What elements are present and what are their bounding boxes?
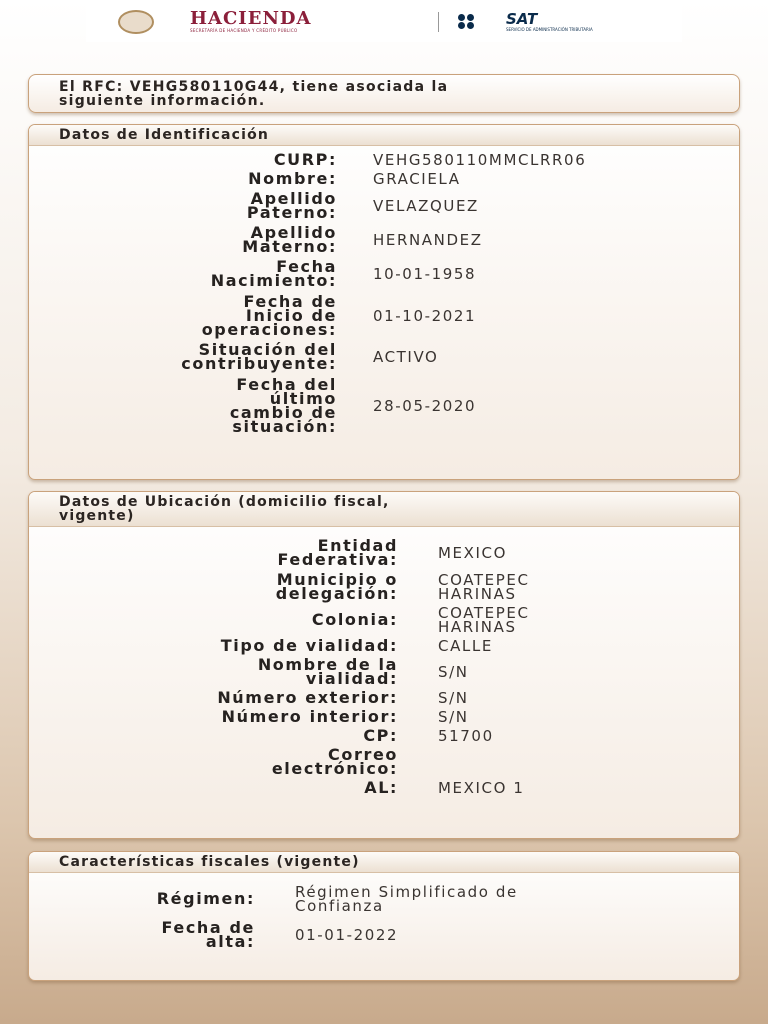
field-value: [438, 691, 469, 705]
field-label-line: Colonia:: [311, 610, 398, 629]
field-label-line: Fecha del: [236, 375, 337, 394]
field-value-line: S/N: [438, 663, 469, 681]
field-label-line: operaciones:: [201, 320, 337, 339]
coat-of-arms-icon: [118, 10, 154, 34]
field-value-line: Confianza: [295, 897, 384, 915]
field-label-line: Nombre de la: [257, 655, 398, 674]
field-label-line: Apellido: [250, 223, 337, 242]
field-label-line: Tipo de vialidad:: [220, 636, 398, 655]
field-label: [29, 655, 398, 688]
field-row: [29, 169, 739, 188]
field-label-line: Entidad: [317, 536, 398, 555]
field-label: [29, 918, 255, 951]
field-label: [29, 375, 337, 436]
field-value-line: Régimen Simplificado de: [295, 883, 518, 901]
field-value: [373, 199, 479, 213]
field-label-line: Inicio de: [245, 306, 337, 325]
sat-logo-icon: [458, 14, 498, 30]
field-label: [29, 636, 398, 655]
rfc-intro-box: [28, 74, 740, 113]
field-value: [295, 928, 398, 942]
field-value: [373, 309, 476, 323]
field-row: [29, 778, 739, 797]
field-label: [29, 536, 398, 569]
field-label-line: Fecha: [276, 257, 337, 276]
sat-logo-subtitle: SERVICIO DE ADMINISTRACIÓN TRIBUTARIA: [506, 27, 593, 32]
field-row: [29, 707, 739, 726]
field-label: [29, 778, 398, 797]
header-banner: [86, 0, 682, 42]
field-label: [29, 889, 255, 908]
field-value-line: VELAZQUEZ: [373, 197, 479, 215]
field-row: [29, 885, 739, 913]
field-label-line: vialidad:: [305, 669, 398, 688]
field-value-line: GRACIELA: [373, 170, 461, 188]
field-row: [29, 606, 739, 634]
field-value-line: COATEPEC: [438, 571, 530, 589]
field-label-line: Régimen:: [156, 889, 255, 908]
field-label-line: Apellido: [250, 189, 337, 208]
field-label-line: cambio de: [229, 403, 337, 422]
field-label-line: CURP:: [273, 150, 337, 169]
field-row: [29, 257, 739, 290]
field-label-line: situación:: [232, 417, 337, 436]
field-value: [438, 606, 530, 634]
field-value: [373, 267, 476, 281]
identification-section: [28, 124, 740, 480]
field-value-line: 28-05-2020: [373, 397, 477, 415]
field-label: [29, 340, 337, 373]
field-row: [29, 636, 739, 655]
field-row: [29, 726, 739, 745]
identification-rows: [29, 146, 739, 440]
field-value-line: MEXICO: [438, 544, 507, 562]
field-label-line: Materno:: [242, 237, 337, 256]
field-label-line: Municipio o: [276, 570, 398, 589]
field-label-line: Nombre:: [248, 169, 337, 188]
field-label-line: AL:: [364, 778, 398, 797]
field-label-line: Fecha de: [161, 918, 255, 937]
field-value-line: S/N: [438, 708, 469, 726]
rfc-intro-text: El RFC: VEHG580110G44, tiene asociada la siguiente información.: [59, 79, 449, 109]
field-label-line: contribuyente:: [181, 354, 337, 373]
field-value-line: CALLE: [438, 637, 493, 655]
field-value-line: S/N: [438, 689, 469, 707]
field-label-line: Número interior:: [221, 707, 398, 726]
field-value: [373, 399, 476, 413]
fiscal-rows: [29, 873, 739, 955]
field-label: [29, 292, 337, 339]
field-value-line: HERNANDEZ: [373, 231, 483, 249]
field-label: [29, 745, 398, 778]
hacienda-logo-subtitle: SECRETARÍA DE HACIENDA Y CRÉDITO PÚBLICO: [190, 28, 298, 33]
field-value: [438, 781, 525, 795]
field-label: [29, 726, 398, 745]
field-label-line: Número exterior:: [217, 688, 398, 707]
field-value-line: 51700: [438, 727, 494, 745]
field-value: [373, 350, 438, 364]
field-row: [29, 536, 739, 569]
field-label-line: alta:: [205, 932, 255, 951]
field-value-line: HARINAS: [438, 618, 517, 636]
field-value-line: MEXICO 1: [438, 779, 525, 797]
field-row: [29, 150, 739, 169]
field-row: [29, 745, 739, 778]
header-divider: [438, 12, 439, 32]
field-label-line: electrónico:: [271, 759, 398, 778]
field-row: [29, 918, 739, 951]
field-label: [29, 688, 398, 707]
sat-logo-title: SAT: [506, 10, 538, 28]
field-value: [373, 233, 483, 247]
field-value-line: 01-01-2022: [295, 926, 399, 944]
field-value-line: ACTIVO: [373, 348, 439, 366]
field-label-line: Correo: [328, 745, 398, 764]
field-label: [29, 707, 398, 726]
section-title-location: Datos de Ubicación (domicilio fiscal, vigente): [29, 492, 739, 527]
field-label-line: último: [269, 389, 337, 408]
field-label: [29, 610, 398, 629]
field-row: [29, 570, 739, 603]
field-label: [29, 169, 337, 188]
field-label-line: CP:: [363, 726, 398, 745]
fiscal-characteristics-section: [28, 851, 740, 981]
field-value: [438, 573, 530, 601]
field-label: [29, 257, 337, 290]
field-label: [29, 150, 337, 169]
field-value-line: HARINAS: [438, 585, 517, 603]
field-value: [438, 729, 494, 743]
field-label-line: Nacimiento:: [210, 271, 337, 290]
field-value: [438, 710, 469, 724]
field-row: [29, 655, 739, 688]
field-row: [29, 223, 739, 256]
location-rows: [29, 527, 739, 801]
field-label: [29, 189, 337, 222]
field-value-line: COATEPEC: [438, 604, 530, 622]
section-title-fiscal: Características fiscales (vigente): [29, 852, 739, 873]
field-value-line: 01-10-2021: [373, 307, 477, 325]
field-label-line: Situación del: [198, 340, 337, 359]
field-row: [29, 340, 739, 373]
field-value: [373, 153, 586, 167]
field-value: [438, 546, 507, 560]
field-value: [295, 885, 518, 913]
field-label-line: delegación:: [275, 584, 398, 603]
field-value: [373, 172, 461, 186]
field-row: [29, 375, 739, 436]
hacienda-logo-title: HACIENDA: [190, 8, 312, 29]
field-value: [438, 665, 469, 679]
field-value: [438, 639, 493, 653]
field-label-line: Paterno:: [246, 203, 337, 222]
field-label: [29, 223, 337, 256]
field-value-line: 10-01-1958: [373, 265, 477, 283]
field-label: [29, 570, 398, 603]
location-section: [28, 491, 740, 839]
field-row: [29, 688, 739, 707]
section-title-identification: Datos de Identificación: [29, 125, 739, 146]
field-row: [29, 292, 739, 339]
field-label-line: Fecha de: [243, 292, 337, 311]
field-value-line: VEHG580110MMCLRR06: [373, 151, 587, 169]
field-label-line: Federativa:: [277, 550, 398, 569]
field-row: [29, 189, 739, 222]
